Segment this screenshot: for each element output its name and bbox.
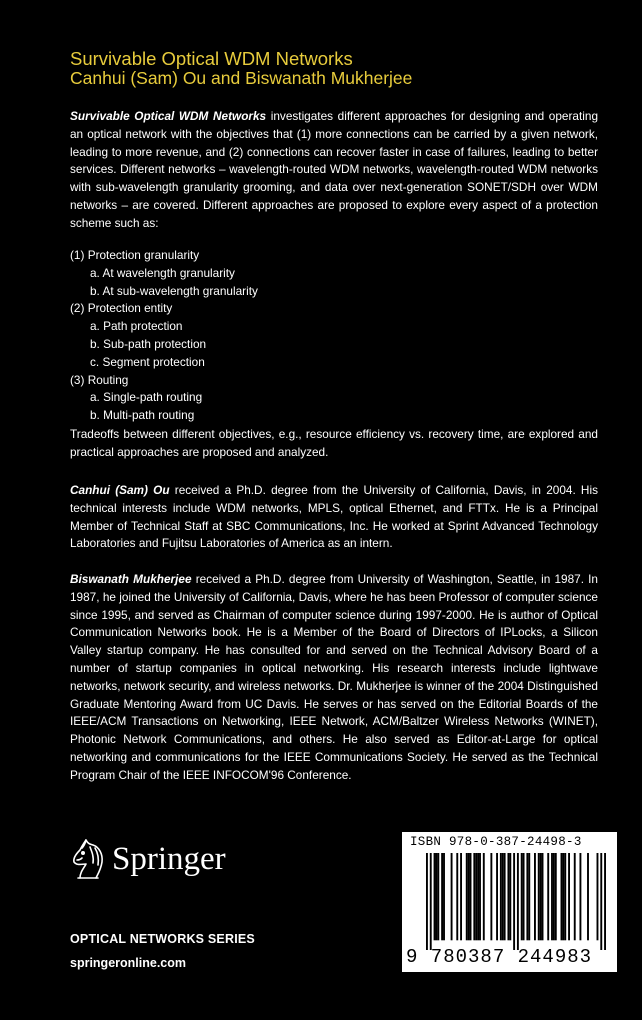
tradeoffs-paragraph: Tradeoffs between different objectives, e.g., resource efficiency vs. recovery time, are explored and practical approaches are proposed and analyzed. [70, 427, 598, 459]
barcode-bar [460, 853, 462, 940]
isbn-barcode [402, 832, 617, 972]
series-name: OPTICAL NETWORKS SERIES [70, 932, 255, 946]
outline-item: (3) Routing [70, 372, 129, 387]
barcode-bar [534, 853, 536, 940]
barcode-bar [597, 853, 599, 940]
outline-item: (1) Protection granularity [70, 248, 200, 262]
barcode-bar [451, 853, 453, 940]
intro-paragraph [70, 108, 598, 233]
barcode-bar [553, 853, 555, 940]
barcode-bar [555, 853, 557, 940]
barcode-bar [600, 853, 602, 950]
outline-item: b. Sub-path protection [90, 336, 207, 351]
barcode-bar [507, 853, 509, 940]
author-bio-ou-body: received a Ph.D. degree from the University of California, Davis, in 2004. His technical interests include WDM networks, MPLS, optical Ethernet, and FTTx. He is a Principal Member of Technical Staff at SBC Communications, Inc. He worked at Sprint Advanced Technology Laboratories and Fujitsu Laboratories of America as an intern. [70, 483, 598, 551]
barcode-bar [479, 853, 481, 940]
book-title: Survivable Optical WDM Networks [70, 48, 353, 69]
barcode-bar [517, 853, 519, 950]
barcode-bar [538, 853, 540, 940]
barcode-bar [564, 853, 566, 940]
protection-outline [70, 247, 598, 425]
barcode-bar [574, 853, 576, 940]
ean-number: 9 780387 244983 [406, 946, 593, 968]
outline-item: a. At wavelength granularity [90, 265, 235, 280]
outline-item: a. Single-path routing [90, 390, 203, 405]
author-bio-mukherjee [70, 571, 598, 785]
barcode-bar [542, 853, 544, 940]
barcode-bar [466, 853, 468, 940]
barcode-bar [587, 853, 589, 940]
author-name-mukherjee: Biswanath Mukherjee [70, 572, 192, 586]
barcode-bar [477, 853, 479, 940]
barcode-bar [540, 853, 542, 940]
barcode-bar [561, 853, 563, 940]
barcode-bar [443, 853, 445, 940]
springer-wordmark: Springer [112, 840, 226, 877]
barcode-bar [435, 853, 437, 940]
barcode-bar [551, 853, 553, 940]
knight-chess-piece-icon [68, 836, 110, 882]
isbn-label: ISBN 978-0-387-24498-3 [410, 835, 582, 849]
publisher-website: springeronline.com [70, 956, 186, 970]
barcode-bar [500, 853, 502, 940]
barcode-bar [526, 853, 528, 940]
barcode-bar [568, 853, 570, 940]
barcode-bar [456, 853, 458, 940]
barcode-bar [496, 853, 498, 940]
author-name-ou: Canhui (Sam) Ou [70, 483, 170, 497]
barcode-bar [437, 853, 439, 940]
springer-logo [68, 834, 226, 884]
barcode-bar [490, 853, 492, 940]
barcode-bar [528, 853, 530, 940]
book-authors: Canhui (Sam) Ou and Biswanath Mukherjee [70, 68, 413, 88]
barcode-bar [509, 853, 511, 940]
barcode-bar [504, 853, 506, 940]
outline-item: c. Segment protection [90, 354, 205, 369]
barcode-bar [470, 853, 472, 940]
outline-item: b. At sub-wavelength granularity [90, 283, 258, 298]
barcode-bar [430, 853, 432, 950]
barcode-bar [547, 853, 549, 940]
barcode-bar [473, 853, 475, 940]
barcode-bar [434, 853, 436, 940]
author-bio-ou [70, 482, 598, 553]
barcode-bar [562, 853, 564, 940]
barcode-bar [579, 853, 581, 940]
barcode-bar [523, 853, 525, 940]
intro-body: investigates different approaches for designing and operating an optical network with the objectives that (1) more connections can be carried by a given network, leading to more revenue, and (2) connections can recover faster in case of failures, leading to better services. Different networks – wavelength-routed WDM networks, wavelength-routed WDM networks with sub-wavelength granularity grooming, and data over next-generation SONET/SDH over WDM networks – are covered. Different approaches are proposed to explore every aspect of a protection scheme such as: [70, 109, 599, 230]
author-bio-mukherjee-body: received a Ph.D. degree from University of Washington, Seattle, in 1987. In 1987, he joined the University of California, Davis, where he has been Professor of computer science since 1995, and served as Chairman of computer science during 1997-2000. He is author of Optical Communication Networks book. He is a Member of the Board of Directors of IPLocks, a Silicon Valley startup company. He has consulted for and served on the Technical Advisory Board of a number of startup companies in optical networking. His research interests include lightwave networks, network security, and wireless networks. Dr. Mukherjee is winner of the 2004 Distinguished Graduate Mentoring Award from UC Davis. He serves or has served on the Editorial Boards of the IEEE/ACM Transactions on Networking, IEEE Network, ACM/Baltzer Wireless Networks (WINET), Photonic Network Communications, and others. He also served as Editor-at-Large for optical networking and communications for the IEEE Communications Society. He served as the Technical Program Chair of the IEEE INFOCOM'96 Conference. [70, 572, 598, 782]
barcode-bars [426, 853, 606, 950]
barcode-bar [483, 853, 485, 940]
barcode-bar [468, 853, 470, 940]
outline-item: a. Path protection [90, 319, 183, 334]
barcode-bar [521, 853, 523, 940]
barcode-bar [604, 853, 606, 950]
barcode-bar [426, 853, 428, 950]
barcode-bar [513, 853, 515, 950]
outline-item: (2) Protection entity [70, 301, 173, 316]
barcode-bar [502, 853, 504, 940]
barcode-bar [441, 853, 443, 940]
barcode-bar [475, 853, 477, 940]
intro-lead: Survivable Optical WDM Networks [70, 109, 267, 123]
outline-item: b. Multi-path routing [90, 408, 195, 423]
